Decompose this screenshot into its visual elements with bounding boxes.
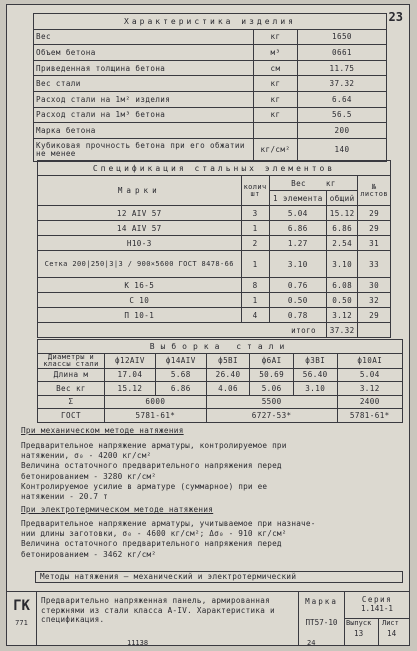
- stamp-series-value: 1.141-1: [360, 604, 393, 613]
- spec-total: 15.12: [326, 206, 357, 221]
- spec-one: 0.50: [269, 293, 326, 308]
- steel-weight-cell: 3.12: [337, 382, 402, 396]
- spec-col-marks: Марки: [38, 176, 242, 206]
- spec-qty: 8: [241, 278, 269, 293]
- spec-mark: Н10-3: [38, 236, 242, 251]
- steel-weight-cell: 6.86: [155, 382, 206, 396]
- spec-row: [38, 278, 391, 293]
- spec-qty: 2: [241, 236, 269, 251]
- steel-col-header: ф14AIV: [155, 353, 206, 368]
- drawing-sheet: [6, 4, 410, 646]
- char-label: Объем бетона: [34, 45, 254, 61]
- steel-length-cell: 56.40: [293, 368, 337, 382]
- characteristics-table: [33, 13, 387, 162]
- steel-gost-3: 5781-61*: [337, 409, 402, 423]
- stamp-description: Предварительно напряженная панель, армированная стержнями из стали класса A-IV. Характеристика и спецификация.: [37, 592, 299, 645]
- characteristics-row: [34, 60, 387, 76]
- stamp-mark-label: Марка: [305, 597, 338, 606]
- spec-mark: П 10-1: [38, 308, 242, 323]
- char-unit: кг: [253, 29, 297, 45]
- char-value: 37.32: [297, 76, 386, 92]
- char-label: Расход стали на 1м³ бетона: [34, 107, 254, 123]
- spec-row: [38, 251, 391, 278]
- characteristics-row: [34, 123, 387, 139]
- steel-col-header: ф6AI: [250, 353, 294, 368]
- stamp-issue-label: Выпуск: [346, 619, 372, 627]
- spec-col-one: 1 элемента: [269, 191, 326, 206]
- stamp-series-label: Серия: [361, 595, 393, 604]
- char-label: Вес: [34, 29, 254, 45]
- char-label: Расход стали на 1м² изделия: [34, 91, 254, 107]
- characteristics-row: [34, 107, 387, 123]
- specification-table: [37, 160, 391, 338]
- spec-qty: 1: [241, 293, 269, 308]
- mech-method-text: Предварительное напряжение арматуры, контролируемое при натяжении, σ₀ - 4200 кг/см² Величина остаточного предварительного напряжения перед бетонированием - 3280 кг/см² Контролируемое усилие в арматуре (суммарное) при ее натяжении - 20.7 т: [21, 441, 287, 502]
- spec-mark: С 10: [38, 293, 242, 308]
- steel-sum-1: 6000: [105, 395, 207, 409]
- steel-gost-2: 6727-53*: [206, 409, 337, 423]
- spec-sheet: 32: [358, 293, 391, 308]
- spec-col-qty: колич шт: [241, 176, 269, 206]
- char-value: 1650: [297, 29, 386, 45]
- steel-gost-label: ГОСТ: [38, 409, 105, 423]
- spec-row: [38, 308, 391, 323]
- steel-weight-label: Вес кг: [38, 382, 105, 396]
- steel-weight-cell: 15.12: [105, 382, 156, 396]
- spec-one: 6.86: [269, 221, 326, 236]
- stamp-issue-value: 13: [354, 629, 364, 638]
- spec-sheet: 30: [358, 278, 391, 293]
- steel-col-header: ф10AI: [337, 353, 402, 368]
- spec-qty: 1: [241, 221, 269, 236]
- spec-mark: 12 AIV 57: [38, 206, 242, 221]
- char-value: 140: [297, 138, 386, 161]
- spec-qty: 1: [241, 251, 269, 278]
- steel-col-header: ф3BI: [293, 353, 337, 368]
- spec-one: 0.78: [269, 308, 326, 323]
- characteristics-row: [34, 29, 387, 45]
- char-value: 0661: [297, 45, 386, 61]
- char-value: 56.5: [297, 107, 386, 123]
- stamp-bottom-right: 24: [307, 639, 316, 646]
- char-unit: [253, 123, 297, 139]
- steel-sum-3: 2400: [337, 395, 402, 409]
- characteristics-title: Характеристика изделия: [34, 14, 387, 30]
- title-stamp: [7, 591, 409, 645]
- spec-col-weight: Вес: [291, 178, 307, 188]
- spec-col-weight-unit: кг: [325, 178, 336, 188]
- char-unit: см: [253, 60, 297, 76]
- spec-col-weight-group: [269, 176, 358, 191]
- steel-gost-1: 5781-61*: [105, 409, 207, 423]
- stamp-gk-cell: [7, 592, 37, 645]
- char-unit: кг/см²: [253, 138, 297, 161]
- characteristics-row: [34, 91, 387, 107]
- stamp-code: 771: [15, 619, 28, 627]
- stamp-mark-value: ПТ57-10: [305, 618, 338, 627]
- steel-length-cell: 5.04: [337, 368, 402, 382]
- spec-total: 6.08: [326, 278, 357, 293]
- spec-total: 0.50: [326, 293, 357, 308]
- char-unit: м³: [253, 45, 297, 61]
- spec-qty: 4: [241, 308, 269, 323]
- char-label: Марка бетона: [34, 123, 254, 139]
- characteristics-row: [34, 45, 387, 61]
- steel-weight-cell: 5.06: [250, 382, 294, 396]
- spec-row: [38, 206, 391, 221]
- spec-qty: 3: [241, 206, 269, 221]
- spec-sheet: 33: [358, 251, 391, 278]
- electro-method-text: Предварительное напряжение арматуры, учитываемое при назначе- нии длины заготовки, σ₀ - 4600 кг/см²; Δσ₀ - 910 кг/см² Величина остаточного предварительного напряжения перед бетонированием - 3462 кг/см²: [21, 519, 316, 559]
- char-unit: кг: [253, 107, 297, 123]
- spec-one: 3.10: [269, 251, 326, 278]
- char-value: 6.64: [297, 91, 386, 107]
- steel-weight-cell: 4.06: [206, 382, 250, 396]
- stamp-sheet-label: Лист: [382, 619, 399, 627]
- steel-col-header: ф12AIV: [105, 353, 156, 368]
- stamp-sheet-value: 14: [387, 629, 397, 638]
- spec-col-total: общий: [326, 191, 357, 206]
- stamp-bottom-left: 11138: [127, 639, 149, 646]
- spec-one: 1.27: [269, 236, 326, 251]
- spec-total: 6.86: [326, 221, 357, 236]
- spec-sheet: 29: [358, 206, 391, 221]
- char-value: 200: [297, 123, 386, 139]
- char-unit: кг: [253, 76, 297, 92]
- steel-row-header: Диаметры и классы стали: [38, 353, 105, 368]
- char-value: 11.75: [297, 60, 386, 76]
- steel-length-cell: 50.69: [250, 368, 294, 382]
- steel-selection-title: Выборка стали: [38, 340, 403, 354]
- steel-weight-cell: 3.10: [293, 382, 337, 396]
- spec-total: 3.10: [326, 251, 357, 278]
- spec-row: [38, 236, 391, 251]
- spec-col-sheet: № листов: [358, 176, 391, 206]
- spec-sheet: 31: [358, 236, 391, 251]
- stamp-mark-cell: [299, 592, 345, 645]
- spec-mark: Сетка 200|250|3|3 / 900×5600 ГОСТ 8478-66: [38, 251, 242, 278]
- steel-length-cell: 26.40: [206, 368, 250, 382]
- characteristics-row: [34, 138, 387, 161]
- char-label: Приведенная толщина бетона: [34, 60, 254, 76]
- steel-length-cell: 5.68: [155, 368, 206, 382]
- electro-method-header: При электротермическом методе натяжения: [21, 505, 214, 514]
- spec-row: [38, 221, 391, 236]
- specification-title: Спецификация стальных элементов: [38, 161, 391, 176]
- spec-sheet: 29: [358, 221, 391, 236]
- spec-sheet: 29: [358, 308, 391, 323]
- char-label: Вес стали: [34, 76, 254, 92]
- spec-mark: К 16-5: [38, 278, 242, 293]
- steel-length-label: Длина м: [38, 368, 105, 382]
- mech-method-header: При механическом методе натяжения: [21, 426, 184, 435]
- spec-row: [38, 293, 391, 308]
- spec-total: 2.54: [326, 236, 357, 251]
- char-unit: кг: [253, 91, 297, 107]
- spec-total-value: 37.32: [326, 323, 357, 338]
- steel-selection-table: [37, 339, 403, 423]
- stamp-series-cell: [345, 592, 409, 645]
- spec-one: 0.76: [269, 278, 326, 293]
- steel-col-header: ф5BI: [206, 353, 250, 368]
- steel-sum-label: Σ: [38, 395, 105, 409]
- spec-total: 3.12: [326, 308, 357, 323]
- char-label: Кубиковая прочность бетона при его обжатии не менее: [34, 138, 254, 161]
- stamp-gk: ГК: [13, 598, 30, 614]
- tension-methods-note: Методы натяжения — механический и электротермический: [35, 571, 403, 583]
- spec-one: 5.04: [269, 206, 326, 221]
- spec-total-label: итого: [38, 323, 327, 338]
- characteristics-row: [34, 76, 387, 92]
- page-number: 23: [388, 10, 403, 24]
- spec-mark: 14 AIV 57: [38, 221, 242, 236]
- steel-sum-2: 5500: [206, 395, 337, 409]
- steel-length-cell: 17.04: [105, 368, 156, 382]
- spec-total-empty: [358, 323, 391, 338]
